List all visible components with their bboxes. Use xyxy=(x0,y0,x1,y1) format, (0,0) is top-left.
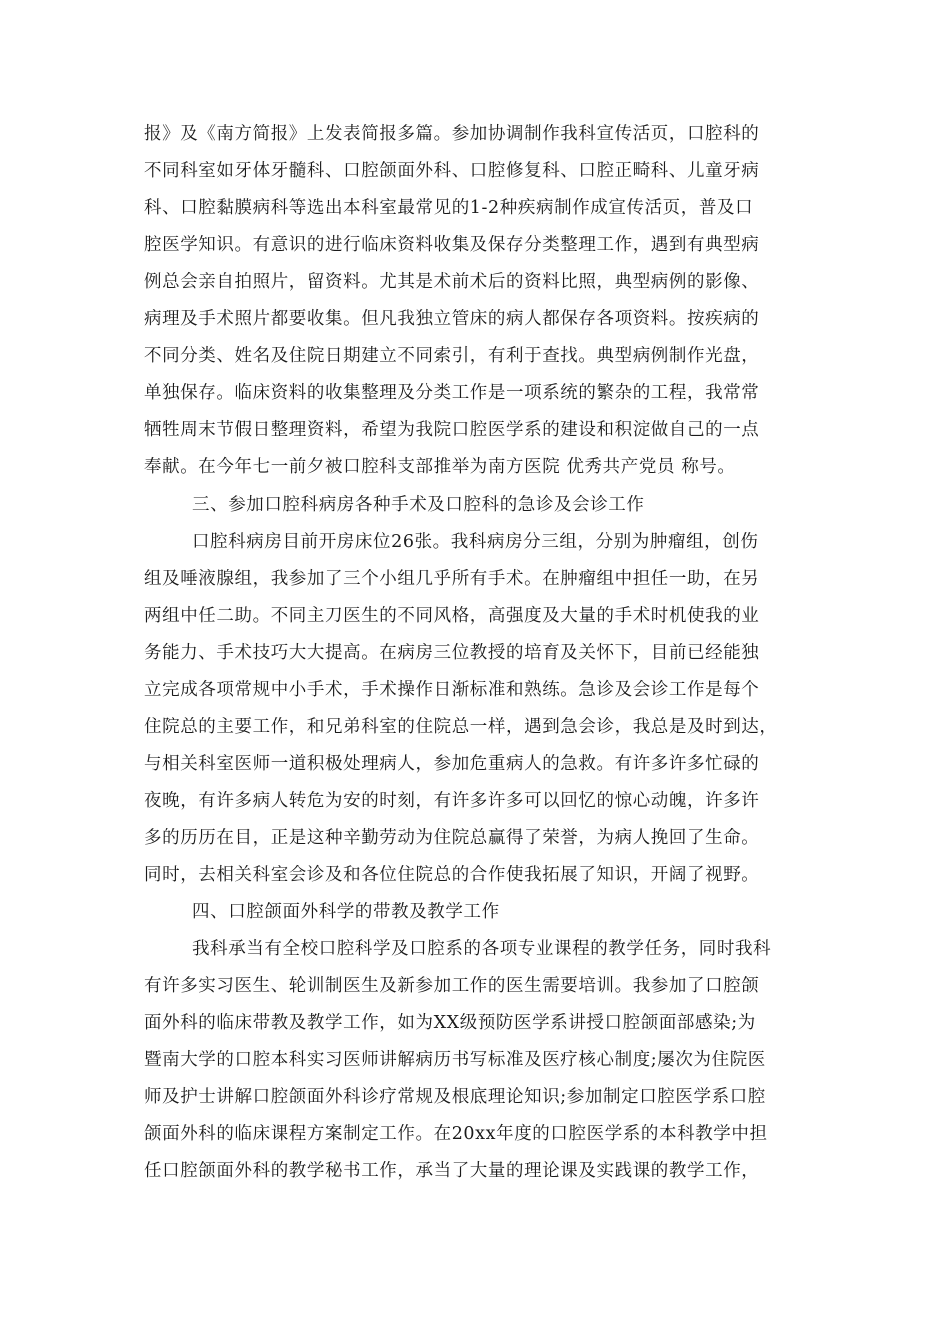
text-line: 任口腔颌面外科的教学秘书工作，承当了大量的理论课及实践课的教学工作， xyxy=(144,1161,760,1181)
text-line: 夜晚，有许多病人转危为安的时刻，有许多许多可以回忆的惊心动魄，许多许 xyxy=(144,791,760,811)
text-line: 口腔科病房目前开房床位26张。我科病房分三组，分别为肿瘤组，创伤 xyxy=(192,532,759,552)
text-line: 单独保存。临床资料的收集整理及分类工作是一项系统的繁杂的工程，我常常 xyxy=(144,383,760,403)
text-line: 我科承当有全校口腔科学及口腔系的各项专业课程的教学任务，同时我科 xyxy=(192,939,772,959)
text-line: 牺牲周末节假日整理资料，希望为我院口腔医学系的建设和积淀做自己的一点 xyxy=(144,420,760,440)
text-line: 科、口腔黏膜病科等选出本科室最常见的1-2种疾病制作成宣传活页，普及口 xyxy=(144,198,754,218)
text-line: 不同科室如牙体牙髓科、口腔颌面外科、口腔修复科、口腔正畸科、儿童牙病 xyxy=(144,161,760,181)
text-line: 师及护士讲解口腔颌面外科诊疗常规及根底理论知识;参加制定口腔医学系口腔 xyxy=(144,1087,766,1107)
text-line: 奉献。在今年七一前夕被口腔科支部推举为南方医院 优秀共产党员 称号。 xyxy=(144,457,736,477)
text-line: 立完成各项常规中小手术，手术操作日渐标准和熟练。急诊及会诊工作是每个 xyxy=(144,680,760,700)
text-line: 与相关科室医师一道积极处理病人，参加危重病人的急救。有许多许多忙碌的 xyxy=(144,754,760,774)
text-line: 有许多实习医生、轮训制医生及新参加工作的医生需要培训。我参加了口腔颌 xyxy=(144,976,760,996)
text-line: 住院总的主要工作，和兄弟科室的住院总一样，遇到急会诊，我总是及时到达， xyxy=(144,717,778,737)
text-line: 病理及手术照片都要收集。但凡我独立管床的病人都保存各项资料。按疾病的 xyxy=(144,309,760,329)
text-line: 颌面外科的临床课程方案制定工作。在20xx年度的口腔医学系的本科教学中担 xyxy=(144,1124,768,1144)
text-line: 报》及《南方简报》上发表简报多篇。参加协调制作我科宣传活页，口腔科的 xyxy=(144,124,760,144)
text-line: 组及唾液腺组，我参加了三个小组几乎所有手术。在肿瘤组中担任一助，在另 xyxy=(144,569,760,589)
text-line: 腔医学知识。有意识的进行临床资料收集及保存分类整理工作，遇到有典型病 xyxy=(144,235,760,255)
text-line: 同时，去相关科室会诊及和各位住院总的合作使我拓展了知识，开阔了视野。 xyxy=(144,865,760,885)
text-line: 面外科的临床带教及教学工作，如为XX级预防医学系讲授口腔颌面部感染;为 xyxy=(144,1013,756,1033)
text-line: 多的历历在目，正是这种辛勤劳动为住院总赢得了荣誉，为病人挽回了生命。 xyxy=(144,828,760,848)
text-line: 暨南大学的口腔本科实习医师讲解病历书写标准及医疗核心制度;屡次为住院医 xyxy=(144,1050,766,1070)
text-line: 两组中任二助。不同主刀医生的不同风格，高强度及大量的手术时机使我的业 xyxy=(144,606,760,626)
section-heading: 三、参加口腔科病房各种手术及口腔科的急诊及会诊工作 xyxy=(192,495,645,515)
section-heading: 四、口腔颌面外科学的带教及教学工作 xyxy=(192,902,500,922)
text-line: 不同分类、姓名及住院日期建立不同索引，有利于查找。典型病例制作光盘， xyxy=(144,346,760,366)
text-line: 例总会亲自拍照片，留资料。尤其是术前术后的资料比照，典型病例的影像、 xyxy=(144,272,760,292)
text-line: 务能力、手术技巧大大提高。在病房三位教授的培育及关怀下，目前已经能独 xyxy=(144,643,760,663)
